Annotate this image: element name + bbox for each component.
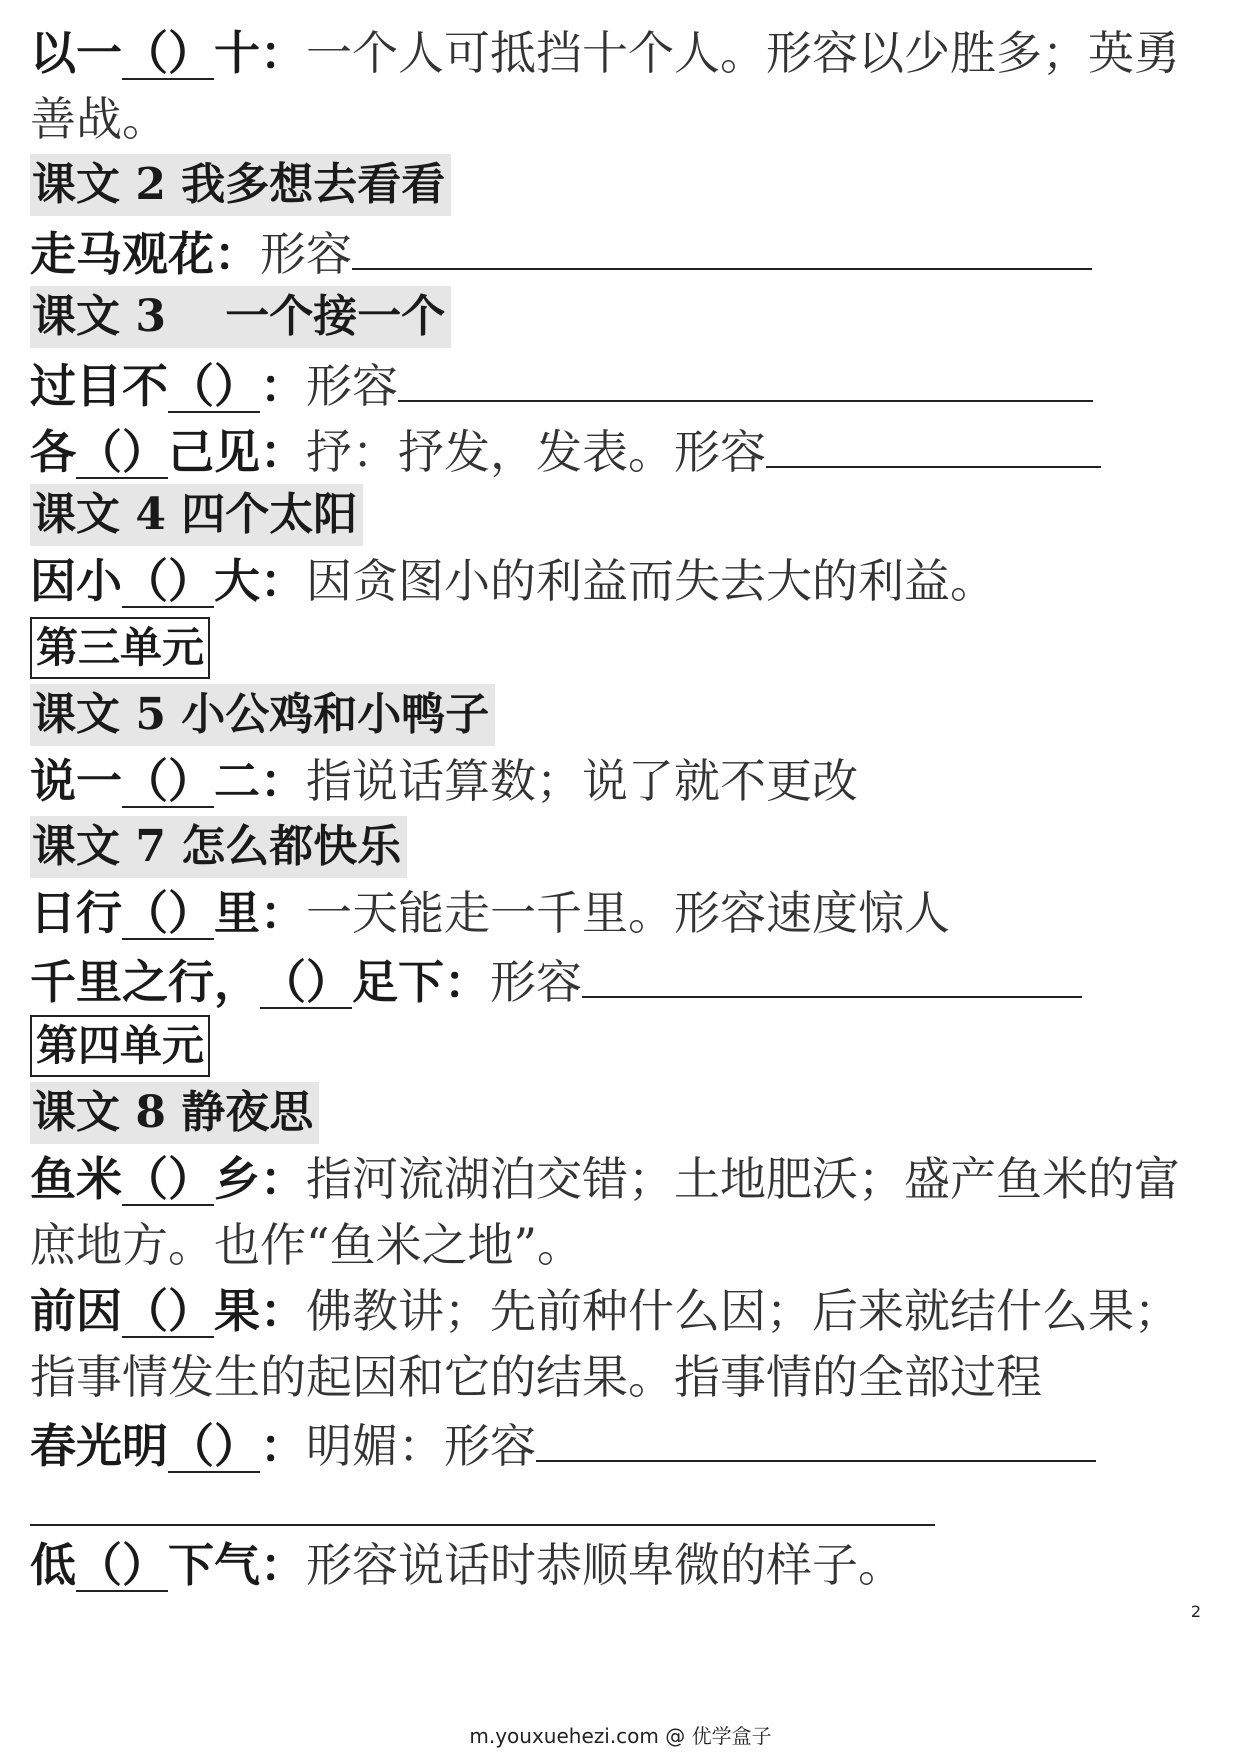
lesson-heading: 课文 4 四个太阳 — [30, 482, 1215, 548]
idiom-entry — [30, 416, 1215, 482]
idiom-blank: （） — [76, 425, 168, 479]
idiom-prefix: 说一 — [30, 754, 122, 808]
answer-line — [398, 350, 1093, 402]
lesson-heading: 课文 3 一个接一个 — [30, 284, 1215, 350]
idiom-definition: 因贪图小的利益而失去大的利益。 — [306, 554, 996, 608]
lesson-heading: 课文 7 怎么都快乐 — [30, 814, 1215, 880]
idiom-blank: （） — [122, 886, 214, 940]
idiom-entry — [30, 1410, 1215, 1476]
idiom-suffix: 十： — [214, 26, 306, 80]
idiom-definition: 抒：抒发，发表。形容 — [306, 425, 766, 479]
idiom-suffix: 二： — [214, 754, 306, 808]
idiom-suffix: ： — [260, 359, 306, 413]
idiom-definition: 形容 — [306, 359, 398, 413]
lesson-heading: 课文 5 小公鸡和小鸭子 — [30, 682, 1215, 748]
idiom-entry — [30, 1532, 1215, 1598]
idiom-definition: 指说话算数；说了就不更改 — [306, 754, 858, 808]
answer-line — [536, 1410, 1096, 1462]
idiom-prefix: 日行 — [30, 886, 122, 940]
idiom-suffix: 大： — [214, 554, 306, 608]
idiom-blank: （） — [122, 554, 214, 608]
answer-line — [766, 416, 1101, 468]
idiom-suffix: 里： — [214, 886, 306, 940]
idiom-definition: 明媚：形容 — [306, 1419, 536, 1473]
idiom-definition: 佛教讲；先前种什么因；后来就结什么果；指事情发生的起因和它的结果。指事情的全部过程 — [30, 1284, 1180, 1404]
idiom-suffix: 己见： — [168, 425, 306, 479]
idiom-prefix: 以一 — [30, 26, 122, 80]
idiom-entry — [30, 946, 1215, 1012]
idiom-blank: （） — [260, 955, 352, 1009]
idiom-definition: 一天能走一千里。形容速度惊人 — [306, 886, 950, 940]
idiom-blank: （） — [122, 26, 214, 80]
answer-line — [352, 218, 1092, 270]
idiom-term: 走马观花： — [30, 227, 260, 281]
idiom-entry — [30, 748, 1215, 814]
idiom-blank: （） — [76, 1538, 168, 1592]
idiom-prefix: 千里之行， — [30, 955, 260, 1009]
idiom-suffix: 果： — [214, 1284, 306, 1338]
idiom-definition: 形容 — [260, 227, 352, 281]
footer-watermark: m.youxuehezi.com @ 优学盒子 — [469, 1724, 772, 1748]
lesson-heading: 课文 2 我多想去看看 — [30, 152, 1215, 218]
idiom-prefix: 低 — [30, 1538, 76, 1592]
idiom-definition: 形容说话时恭顺卑微的样子。 — [306, 1538, 904, 1592]
page-number: 2 — [1190, 1602, 1201, 1621]
idiom-entry — [30, 1278, 1215, 1410]
unit-heading: 第三单元 — [30, 614, 1215, 682]
idiom-prefix: 过目不 — [30, 359, 168, 413]
idiom-suffix: 乡： — [214, 1152, 306, 1206]
idiom-blank: （） — [122, 754, 214, 808]
idiom-suffix: 足下： — [352, 955, 490, 1009]
answer-line — [582, 946, 1082, 998]
idiom-entry — [30, 350, 1215, 416]
answer-line-continued — [30, 1524, 935, 1526]
idiom-entry — [30, 218, 1215, 284]
idiom-prefix: 春光明 — [30, 1419, 168, 1473]
idiom-prefix: 各 — [30, 425, 76, 479]
idiom-blank: （） — [122, 1152, 214, 1206]
idiom-blank: （） — [168, 1419, 260, 1473]
idiom-blank: （） — [122, 1284, 214, 1338]
lesson-heading: 课文 8 静夜思 — [30, 1080, 1215, 1146]
unit-heading: 第四单元 — [30, 1012, 1215, 1080]
idiom-suffix: 下气： — [168, 1538, 306, 1592]
idiom-prefix: 因小 — [30, 554, 122, 608]
worksheet — [30, 20, 1215, 1598]
idiom-suffix: ： — [260, 1419, 306, 1473]
idiom-entry — [30, 548, 1215, 614]
idiom-prefix: 前因 — [30, 1284, 122, 1338]
idiom-prefix: 鱼米 — [30, 1152, 122, 1206]
idiom-blank: （） — [168, 359, 260, 413]
idiom-definition: 指河流湖泊交错；土地肥沃；盛产鱼米的富庶地方。也作“鱼米之地”。 — [30, 1152, 1180, 1272]
idiom-entry — [30, 880, 1215, 946]
idiom-entry — [30, 1146, 1215, 1278]
idiom-definition: 形容 — [490, 955, 582, 1009]
idiom-entry — [30, 20, 1215, 152]
idiom-definition: 一个人可抵挡十个人。形容以少胜多；英勇善战。 — [30, 26, 1180, 146]
